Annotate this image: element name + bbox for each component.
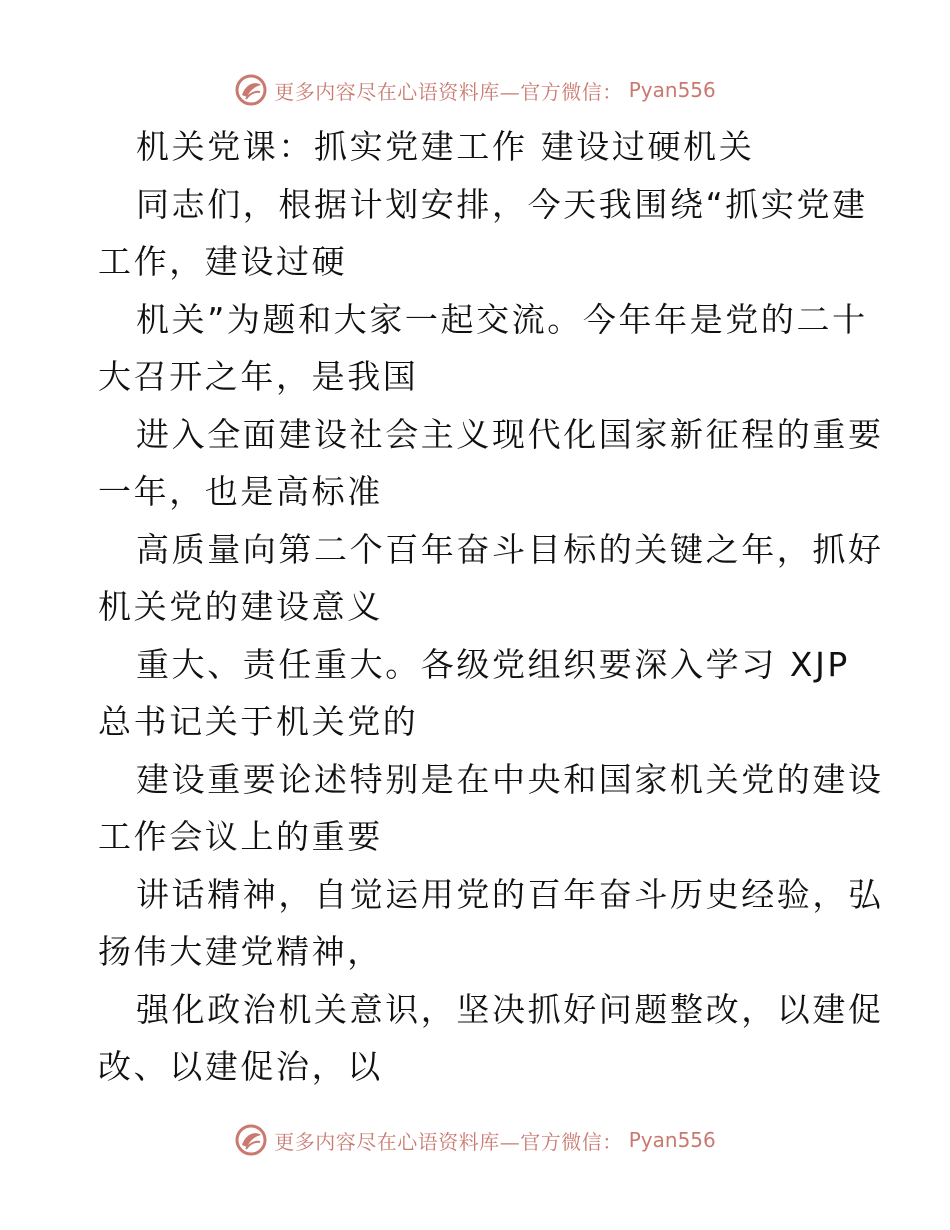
text-line: 建设重要论述特别是在中央和国家机关党的建设 <box>136 759 884 799</box>
text-line: 高质量向第二个百年奋斗目标的关键之年，抓好 <box>136 529 884 569</box>
text-line: 机关”为题和大家一起交流。今年年是党的二十 <box>136 299 868 339</box>
document-title-line: 机关党课：抓实党建工作 建设过硬机关 <box>136 127 755 166</box>
leaf-swirl-logo-icon <box>234 73 268 107</box>
leaf-swirl-logo-icon <box>234 1123 268 1157</box>
text-line: 强化政治机关意识，坚决抓好问题整改，以建促 <box>136 989 884 1029</box>
watermark-text: 更多内容尽在心语资料库—官方微信： <box>274 1129 623 1154</box>
text-line: 进入全面建设社会主义现代化国家新征程的重要 <box>136 414 884 454</box>
watermark-text: 更多内容尽在心语资料库—官方微信： <box>274 79 623 104</box>
text-line: 同志们，根据计划安排，今天我围绕“抓实党建 <box>136 184 868 224</box>
header-watermark <box>0 70 950 110</box>
text-line: 大召开之年，是我国 <box>98 357 419 396</box>
text-line: 工作会议上的重要 <box>98 817 383 856</box>
text-line: 一年，也是高标准 <box>98 472 383 511</box>
text-line: 扬伟大建党精神， <box>98 932 383 971</box>
text-line: 讲话精神，自觉运用党的百年奋斗历史经验，弘 <box>136 874 884 914</box>
text-line: 机关党的建设意义 <box>98 587 383 626</box>
text-line: 重大、责任重大。各级党组织要深入学习 XJP <box>136 644 850 684</box>
watermark-wechat-id: Pyan556 <box>628 78 716 102</box>
document-body <box>98 118 884 1096</box>
text-line: 改、以建促治，以 <box>98 1047 383 1086</box>
footer-watermark <box>0 1120 950 1160</box>
text-line: 总书记关于机关党的 <box>98 702 419 741</box>
watermark-wechat-id: Pyan556 <box>628 1128 716 1152</box>
text-line: 工作，建设过硬 <box>98 242 348 281</box>
